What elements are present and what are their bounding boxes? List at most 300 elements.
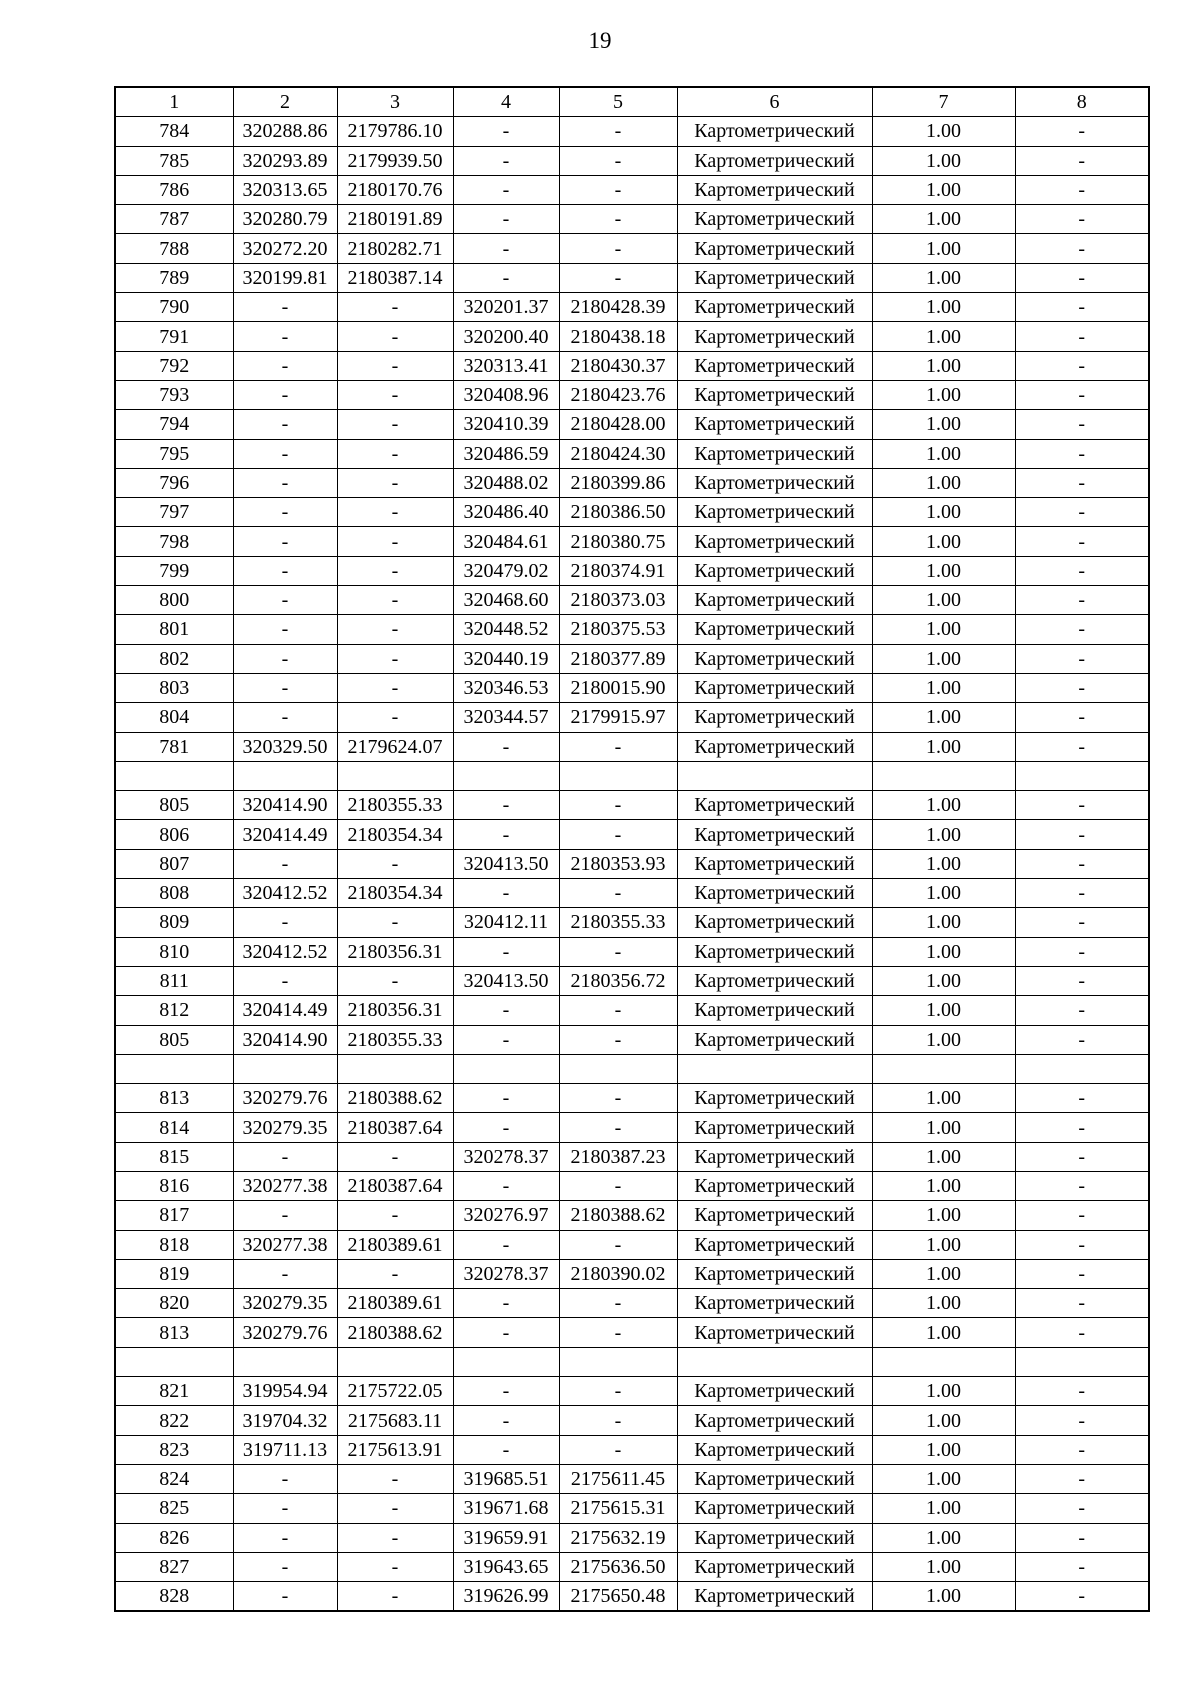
point-number-cell: 828	[115, 1582, 233, 1612]
x-cell: -	[233, 1552, 337, 1581]
y-new-cell: 2180399.86	[559, 468, 677, 497]
point-number-cell: 818	[115, 1230, 233, 1259]
y-cell: -	[337, 293, 453, 322]
y-new-cell: -	[559, 1289, 677, 1318]
table-row	[115, 1347, 1149, 1376]
table-row	[115, 615, 1149, 644]
x-cell: -	[233, 1464, 337, 1493]
point-number-cell: 808	[115, 879, 233, 908]
note-cell: -	[1015, 1113, 1149, 1142]
accuracy-cell	[872, 761, 1015, 790]
x-cell: 320412.52	[233, 879, 337, 908]
x-cell: 320199.81	[233, 263, 337, 292]
x-new-cell: 320468.60	[453, 586, 559, 615]
y-cell: -	[337, 468, 453, 497]
accuracy-cell: 1.00	[872, 117, 1015, 146]
x-new-cell: 320448.52	[453, 615, 559, 644]
accuracy-cell: 1.00	[872, 322, 1015, 351]
x-new-cell: -	[453, 1113, 559, 1142]
method-cell: Картометрический	[677, 1318, 872, 1347]
accuracy-cell: 1.00	[872, 644, 1015, 673]
method-cell: Картометрический	[677, 996, 872, 1025]
x-new-cell: -	[453, 996, 559, 1025]
accuracy-cell: 1.00	[872, 586, 1015, 615]
method-cell: Картометрический	[677, 1025, 872, 1054]
y-cell: -	[337, 351, 453, 380]
y-cell: 2180355.33	[337, 1025, 453, 1054]
header-cell: 8	[1015, 87, 1149, 117]
x-new-cell: 320479.02	[453, 556, 559, 585]
x-cell: -	[233, 322, 337, 351]
y-cell: 2180389.61	[337, 1230, 453, 1259]
y-new-cell: 2180424.30	[559, 439, 677, 468]
y-new-cell: -	[559, 791, 677, 820]
y-cell: -	[337, 673, 453, 702]
header-cell: 6	[677, 87, 872, 117]
x-cell: 319704.32	[233, 1406, 337, 1435]
point-number-cell: 802	[115, 644, 233, 673]
y-new-cell: 2175611.45	[559, 1464, 677, 1493]
accuracy-cell: 1.00	[872, 556, 1015, 585]
note-cell: -	[1015, 293, 1149, 322]
method-cell: Картометрический	[677, 351, 872, 380]
x-cell	[233, 1347, 337, 1376]
note-cell	[1015, 1347, 1149, 1376]
note-cell: -	[1015, 498, 1149, 527]
point-number-cell: 822	[115, 1406, 233, 1435]
y-new-cell: -	[559, 146, 677, 175]
table-row	[115, 761, 1149, 790]
y-cell: -	[337, 1464, 453, 1493]
y-cell: -	[337, 1582, 453, 1612]
x-new-cell: -	[453, 879, 559, 908]
accuracy-cell: 1.00	[872, 966, 1015, 995]
x-new-cell: 320486.59	[453, 439, 559, 468]
x-new-cell: 320346.53	[453, 673, 559, 702]
point-number-cell: 809	[115, 908, 233, 937]
method-cell: Картометрический	[677, 322, 872, 351]
point-number-cell: 823	[115, 1435, 233, 1464]
y-new-cell: 2180438.18	[559, 322, 677, 351]
accuracy-cell: 1.00	[872, 937, 1015, 966]
point-number-cell: 815	[115, 1142, 233, 1171]
y-cell: 2180387.14	[337, 263, 453, 292]
y-new-cell: -	[559, 1406, 677, 1435]
point-number-cell: 786	[115, 175, 233, 204]
y-new-cell: 2175636.50	[559, 1552, 677, 1581]
x-new-cell: -	[453, 1318, 559, 1347]
point-number-cell: 787	[115, 205, 233, 234]
point-number-cell: 799	[115, 556, 233, 585]
table-row	[115, 820, 1149, 849]
x-new-cell: -	[453, 234, 559, 263]
x-new-cell: -	[453, 263, 559, 292]
note-cell: -	[1015, 1435, 1149, 1464]
point-number-cell: 801	[115, 615, 233, 644]
point-number-cell: 805	[115, 1025, 233, 1054]
accuracy-cell: 1.00	[872, 410, 1015, 439]
x-new-cell: 319685.51	[453, 1464, 559, 1493]
y-new-cell: 2175615.31	[559, 1494, 677, 1523]
accuracy-cell: 1.00	[872, 732, 1015, 761]
header-row	[115, 87, 1149, 117]
y-cell: -	[337, 966, 453, 995]
y-cell: -	[337, 908, 453, 937]
y-new-cell: 2175632.19	[559, 1523, 677, 1552]
point-number-cell: 793	[115, 380, 233, 409]
table-body	[115, 87, 1149, 1611]
x-cell: -	[233, 380, 337, 409]
note-cell: -	[1015, 1171, 1149, 1200]
table-row	[115, 703, 1149, 732]
method-cell: Картометрический	[677, 966, 872, 995]
table-row	[115, 1113, 1149, 1142]
y-cell: -	[337, 703, 453, 732]
point-number-cell: 781	[115, 732, 233, 761]
y-new-cell: -	[559, 732, 677, 761]
y-cell: -	[337, 1201, 453, 1230]
accuracy-cell: 1.00	[872, 1377, 1015, 1406]
table-row	[115, 322, 1149, 351]
accuracy-cell: 1.00	[872, 1259, 1015, 1288]
y-cell: -	[337, 1494, 453, 1523]
note-cell: -	[1015, 586, 1149, 615]
x-cell: -	[233, 703, 337, 732]
method-cell: Картометрический	[677, 644, 872, 673]
method-cell: Картометрический	[677, 615, 872, 644]
method-cell: Картометрический	[677, 468, 872, 497]
y-cell: 2180388.62	[337, 1084, 453, 1113]
y-new-cell: -	[559, 1435, 677, 1464]
x-cell: 320414.49	[233, 996, 337, 1025]
method-cell: Картометрический	[677, 1201, 872, 1230]
point-number-cell: 811	[115, 966, 233, 995]
x-cell: -	[233, 1201, 337, 1230]
y-cell: -	[337, 380, 453, 409]
point-number-cell: 807	[115, 849, 233, 878]
y-cell	[337, 1347, 453, 1376]
note-cell: -	[1015, 322, 1149, 351]
x-cell: 320279.35	[233, 1113, 337, 1142]
table-row	[115, 205, 1149, 234]
y-new-cell: -	[559, 1230, 677, 1259]
method-cell: Картометрический	[677, 205, 872, 234]
table-row	[115, 175, 1149, 204]
y-new-cell	[559, 1347, 677, 1376]
point-number-cell: 820	[115, 1289, 233, 1318]
x-cell	[233, 761, 337, 790]
table-row	[115, 468, 1149, 497]
y-cell	[337, 761, 453, 790]
note-cell: -	[1015, 879, 1149, 908]
y-new-cell: 2180015.90	[559, 673, 677, 702]
x-cell: 320277.38	[233, 1230, 337, 1259]
y-cell	[337, 1054, 453, 1083]
method-cell: Картометрический	[677, 146, 872, 175]
y-new-cell: 2180428.39	[559, 293, 677, 322]
table-row	[115, 1494, 1149, 1523]
method-cell: Картометрический	[677, 1142, 872, 1171]
x-new-cell: 320201.37	[453, 293, 559, 322]
accuracy-cell: 1.00	[872, 1406, 1015, 1435]
y-new-cell: -	[559, 996, 677, 1025]
table-row	[115, 879, 1149, 908]
y-cell: 2180191.89	[337, 205, 453, 234]
accuracy-cell	[872, 1054, 1015, 1083]
x-new-cell: 319671.68	[453, 1494, 559, 1523]
method-cell: Картометрический	[677, 293, 872, 322]
point-number-cell: 824	[115, 1464, 233, 1493]
table-row	[115, 937, 1149, 966]
point-number-cell: 800	[115, 586, 233, 615]
coordinates-table	[114, 86, 1150, 1612]
point-number-cell: 813	[115, 1084, 233, 1113]
point-number-cell: 791	[115, 322, 233, 351]
x-new-cell: -	[453, 1025, 559, 1054]
table-row	[115, 1552, 1149, 1581]
table-row	[115, 380, 1149, 409]
method-cell: Картометрический	[677, 1084, 872, 1113]
x-new-cell	[453, 1054, 559, 1083]
table-row	[115, 498, 1149, 527]
point-number-cell: 803	[115, 673, 233, 702]
point-number-cell: 790	[115, 293, 233, 322]
y-new-cell: -	[559, 117, 677, 146]
y-new-cell: 2175650.48	[559, 1582, 677, 1612]
note-cell: -	[1015, 1377, 1149, 1406]
y-cell: 2180387.64	[337, 1113, 453, 1142]
y-new-cell: 2180390.02	[559, 1259, 677, 1288]
y-cell: -	[337, 410, 453, 439]
method-cell: Картометрический	[677, 1377, 872, 1406]
point-number-cell: 785	[115, 146, 233, 175]
x-new-cell: -	[453, 175, 559, 204]
y-new-cell: 2180387.23	[559, 1142, 677, 1171]
x-new-cell: -	[453, 732, 559, 761]
table-row	[115, 732, 1149, 761]
note-cell: -	[1015, 351, 1149, 380]
table-row	[115, 1318, 1149, 1347]
x-new-cell: 320278.37	[453, 1142, 559, 1171]
x-cell: -	[233, 351, 337, 380]
note-cell: -	[1015, 849, 1149, 878]
accuracy-cell: 1.00	[872, 615, 1015, 644]
x-new-cell: 320484.61	[453, 527, 559, 556]
y-new-cell: 2180423.76	[559, 380, 677, 409]
y-cell: -	[337, 527, 453, 556]
x-new-cell: 320486.40	[453, 498, 559, 527]
accuracy-cell: 1.00	[872, 1552, 1015, 1581]
x-cell: 319954.94	[233, 1377, 337, 1406]
note-cell: -	[1015, 1230, 1149, 1259]
point-number-cell: 819	[115, 1259, 233, 1288]
y-new-cell: 2180375.53	[559, 615, 677, 644]
x-cell: -	[233, 1582, 337, 1612]
method-cell: Картометрический	[677, 791, 872, 820]
header-cell: 2	[233, 87, 337, 117]
y-new-cell: -	[559, 1113, 677, 1142]
note-cell	[1015, 761, 1149, 790]
y-new-cell: 2179915.97	[559, 703, 677, 732]
x-cell: 320412.52	[233, 937, 337, 966]
x-cell: -	[233, 1259, 337, 1288]
note-cell: -	[1015, 1201, 1149, 1230]
y-new-cell: -	[559, 263, 677, 292]
accuracy-cell: 1.00	[872, 1171, 1015, 1200]
y-new-cell: -	[559, 175, 677, 204]
table-row	[115, 234, 1149, 263]
note-cell: -	[1015, 527, 1149, 556]
table-row	[115, 1142, 1149, 1171]
x-new-cell: -	[453, 820, 559, 849]
note-cell: -	[1015, 1552, 1149, 1581]
y-cell: 2180282.71	[337, 234, 453, 263]
y-new-cell	[559, 1054, 677, 1083]
method-cell: Картометрический	[677, 586, 872, 615]
accuracy-cell: 1.00	[872, 849, 1015, 878]
y-new-cell	[559, 761, 677, 790]
point-number-cell: 817	[115, 1201, 233, 1230]
x-cell: -	[233, 498, 337, 527]
x-new-cell: 320344.57	[453, 703, 559, 732]
x-new-cell: -	[453, 1406, 559, 1435]
method-cell: Картометрический	[677, 1464, 872, 1493]
accuracy-cell: 1.00	[872, 498, 1015, 527]
accuracy-cell: 1.00	[872, 1201, 1015, 1230]
x-new-cell	[453, 761, 559, 790]
point-number-cell	[115, 1347, 233, 1376]
table-row	[115, 1084, 1149, 1113]
x-new-cell: -	[453, 117, 559, 146]
x-cell: 320279.35	[233, 1289, 337, 1318]
method-cell	[677, 1054, 872, 1083]
method-cell: Картометрический	[677, 556, 872, 585]
point-number-cell: 821	[115, 1377, 233, 1406]
y-cell: 2179624.07	[337, 732, 453, 761]
note-cell: -	[1015, 673, 1149, 702]
method-cell: Картометрический	[677, 439, 872, 468]
y-cell: -	[337, 322, 453, 351]
accuracy-cell: 1.00	[872, 263, 1015, 292]
x-new-cell: -	[453, 937, 559, 966]
header-cell: 1	[115, 87, 233, 117]
x-new-cell: -	[453, 1171, 559, 1200]
table-row	[115, 1259, 1149, 1288]
method-cell: Картометрический	[677, 1259, 872, 1288]
y-new-cell: -	[559, 879, 677, 908]
table-row	[115, 117, 1149, 146]
x-new-cell: 320440.19	[453, 644, 559, 673]
method-cell: Картометрический	[677, 410, 872, 439]
method-cell: Картометрический	[677, 1523, 872, 1552]
note-cell: -	[1015, 1582, 1149, 1612]
y-cell: 2179939.50	[337, 146, 453, 175]
point-number-cell: 810	[115, 937, 233, 966]
x-new-cell: 319626.99	[453, 1582, 559, 1612]
note-cell: -	[1015, 1494, 1149, 1523]
x-new-cell: -	[453, 146, 559, 175]
note-cell: -	[1015, 1025, 1149, 1054]
accuracy-cell: 1.00	[872, 1435, 1015, 1464]
note-cell: -	[1015, 205, 1149, 234]
note-cell: -	[1015, 791, 1149, 820]
x-new-cell: -	[453, 1084, 559, 1113]
method-cell: Картометрический	[677, 1113, 872, 1142]
note-cell: -	[1015, 468, 1149, 497]
note-cell: -	[1015, 1318, 1149, 1347]
x-cell: 320279.76	[233, 1318, 337, 1347]
note-cell: -	[1015, 1259, 1149, 1288]
y-new-cell: 2180428.00	[559, 410, 677, 439]
x-new-cell: 320413.50	[453, 966, 559, 995]
accuracy-cell: 1.00	[872, 175, 1015, 204]
x-cell: -	[233, 1142, 337, 1171]
x-cell: -	[233, 439, 337, 468]
method-cell: Картометрический	[677, 673, 872, 702]
point-number-cell: 796	[115, 468, 233, 497]
accuracy-cell: 1.00	[872, 1113, 1015, 1142]
accuracy-cell: 1.00	[872, 791, 1015, 820]
method-cell: Картометрический	[677, 849, 872, 878]
point-number-cell: 784	[115, 117, 233, 146]
point-number-cell: 789	[115, 263, 233, 292]
method-cell: Картометрический	[677, 234, 872, 263]
x-cell: 320288.86	[233, 117, 337, 146]
table-row	[115, 410, 1149, 439]
table-row	[115, 1435, 1149, 1464]
x-cell: 320277.38	[233, 1171, 337, 1200]
x-cell: -	[233, 966, 337, 995]
x-new-cell: -	[453, 1289, 559, 1318]
y-new-cell: -	[559, 937, 677, 966]
y-cell: 2175722.05	[337, 1377, 453, 1406]
x-new-cell: -	[453, 791, 559, 820]
y-new-cell: -	[559, 1025, 677, 1054]
table-row	[115, 1289, 1149, 1318]
note-cell: -	[1015, 908, 1149, 937]
method-cell: Картометрический	[677, 703, 872, 732]
table-row	[115, 1406, 1149, 1435]
note-cell: -	[1015, 556, 1149, 585]
y-cell: -	[337, 1142, 453, 1171]
accuracy-cell: 1.00	[872, 1318, 1015, 1347]
accuracy-cell: 1.00	[872, 1289, 1015, 1318]
method-cell: Картометрический	[677, 1552, 872, 1581]
x-cell: -	[233, 1494, 337, 1523]
method-cell: Картометрический	[677, 1289, 872, 1318]
x-cell: 320272.20	[233, 234, 337, 263]
table-row	[115, 351, 1149, 380]
table-row	[115, 996, 1149, 1025]
accuracy-cell: 1.00	[872, 879, 1015, 908]
table-row	[115, 1582, 1149, 1612]
note-cell: -	[1015, 146, 1149, 175]
table-row	[115, 263, 1149, 292]
y-cell: 2180388.62	[337, 1318, 453, 1347]
x-new-cell: -	[453, 1435, 559, 1464]
y-cell: -	[337, 498, 453, 527]
x-cell: -	[233, 644, 337, 673]
x-new-cell: -	[453, 1230, 559, 1259]
y-cell: 2175683.11	[337, 1406, 453, 1435]
note-cell: -	[1015, 1289, 1149, 1318]
note-cell: -	[1015, 1406, 1149, 1435]
x-cell: 320414.90	[233, 1025, 337, 1054]
point-number-cell	[115, 1054, 233, 1083]
note-cell: -	[1015, 996, 1149, 1025]
accuracy-cell: 1.00	[872, 527, 1015, 556]
point-number-cell: 788	[115, 234, 233, 263]
